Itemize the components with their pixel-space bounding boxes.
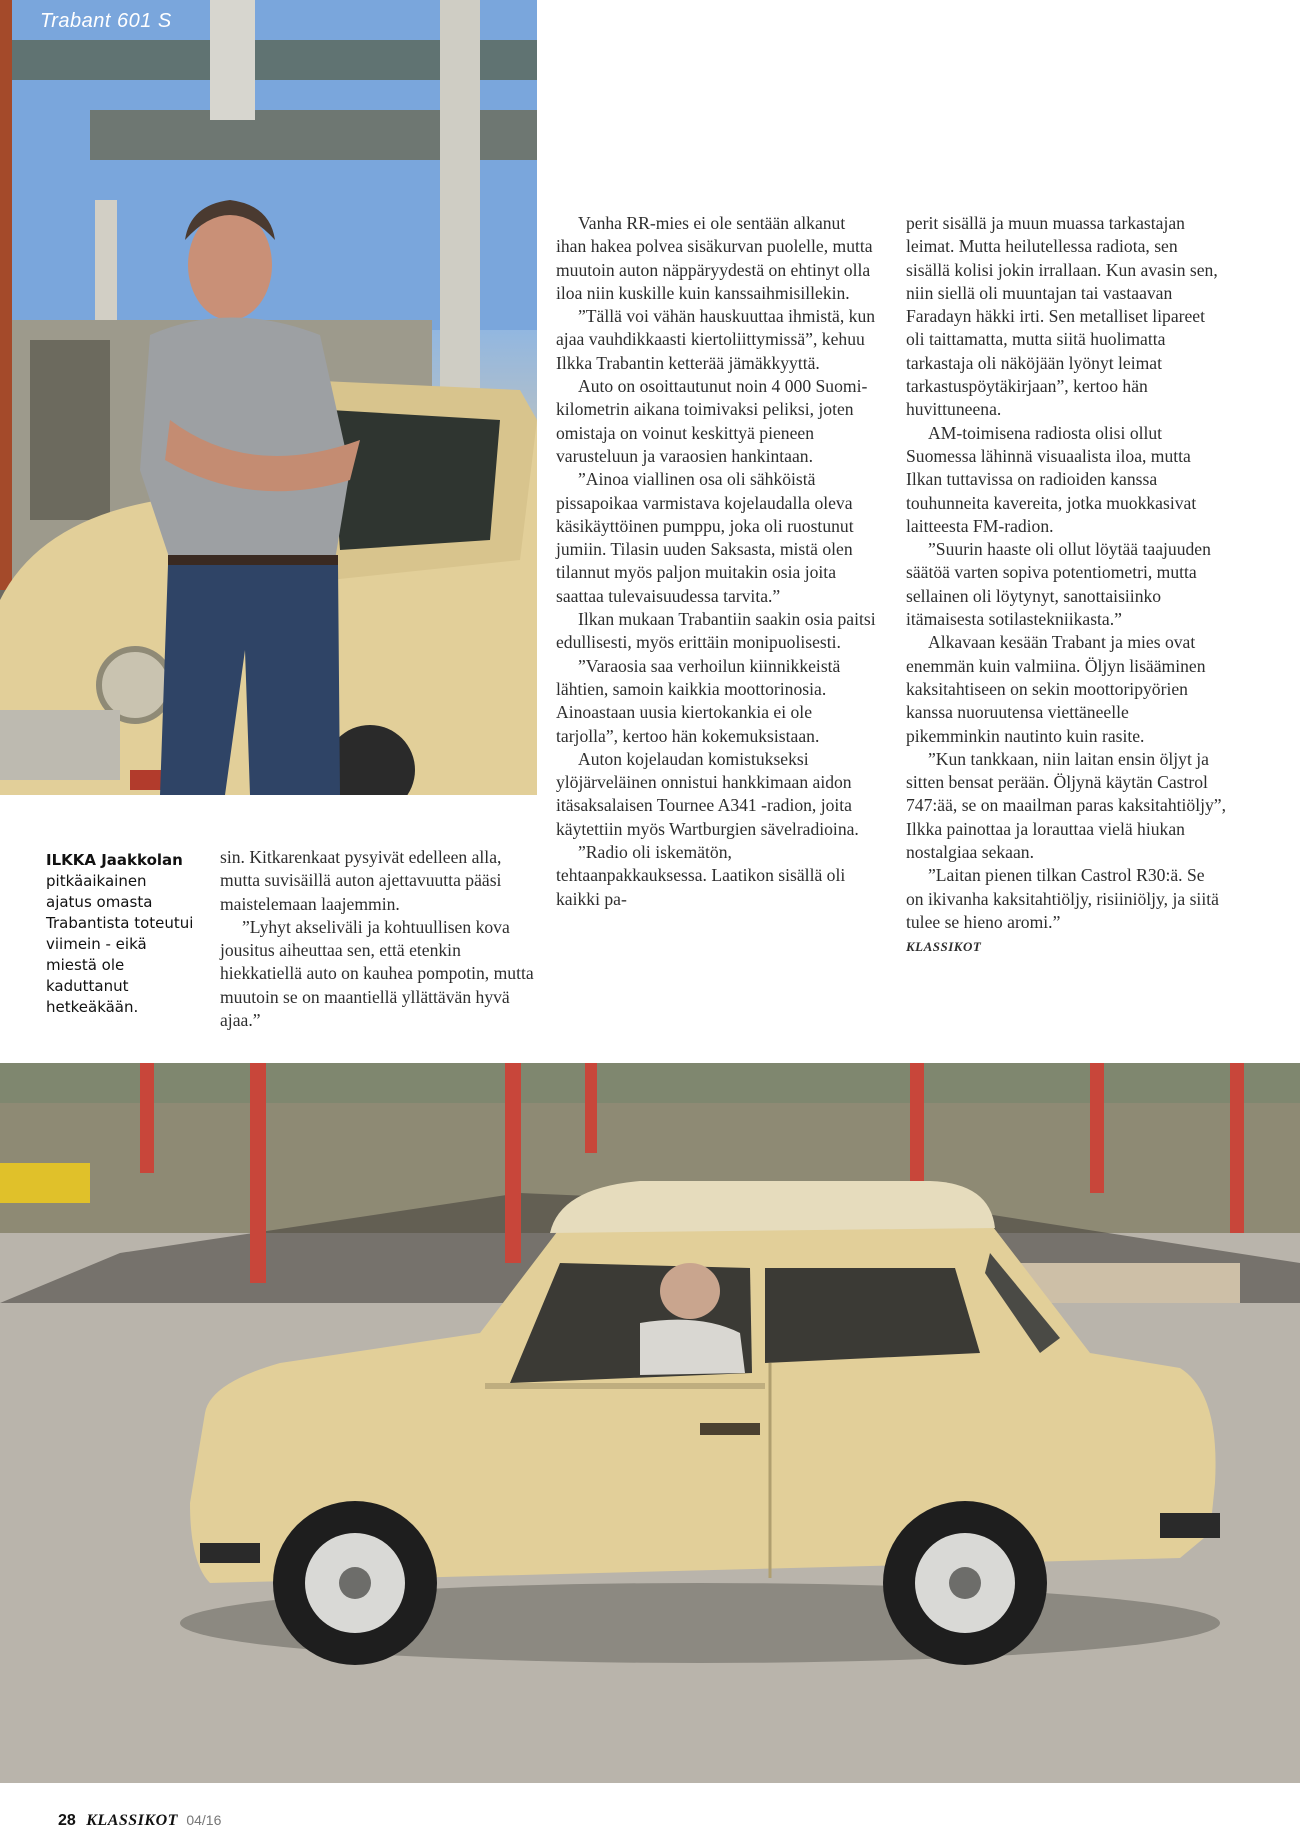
- paragraph: ”Kun tankkaan, niin laitan ensin öljyt ja sitten bensat perään. Öljynä käytän Castrol 747:ää, se on maailman paras kaksitahtiöljy”, Ilkka painottaa ja lorauttaa vielä hiukan nostalgiaa sekaan.: [906, 748, 1227, 863]
- paragraph: Alkavaan kesään Trabant ja mies ovat enemmän kuin valmiina. Öljyn lisääminen kaksitahtiseen on sekin moottoripyörien kanssa nuoruutensa viettäneelle pikemminkin nautinto kuin rasite.: [906, 632, 1206, 746]
- photo-trabant-driving: [0, 1063, 1300, 1783]
- paragraph: sin. Kitkarenkaat pysyivät edelleen alla, mutta suvisäillä auton ajettavuutta pääsi maistelemaan laajemmin.: [220, 847, 502, 914]
- paragraph: Auto on osoittautunut noin 4 000 Suomi-kilometrin aikana toimivaksi peliksi, joten omistaja on voinut keskittyä pieneen varusteluun ja varaosien hankintaan.: [556, 376, 868, 466]
- page-footer: [58, 1812, 221, 1830]
- paragraph: ”Radio oli iskemätön, tehtaanpakkauksessa. Laatikon sisällä oli kaikki pa-: [556, 842, 846, 909]
- page-number: 28: [58, 1812, 76, 1829]
- photo-top-illustration: [0, 0, 537, 795]
- photo-caption: [46, 850, 196, 1018]
- paragraph: perit sisällä ja muun muassa tarkastajan leimat. Mutta heilutellessa radiota, sen sisällä kolisi jokin irrallaan. Kun avasin sen, niin siellä oli muuntajan tai vastaavan Faradayn häkki irti. Sen metalliset lipareet oli taittamatta, mutta siitä huolimatta tarkastaja oli näköjään lyönyt leimat tarkastuspöytäkirjaan”, kertoo hän huvittuneena.: [906, 213, 1218, 420]
- paragraph: ”Lyhyt akseliväli ja kohtuullisen kova jousitus aiheuttaa sen, että etenkin hiekkatiellä auto on kauhea pompotin, mutta muutoin se on maantiellä yllättävän hyvä ajaa.”: [220, 916, 534, 1031]
- paragraph: ”Tällä voi vähän hauskuuttaa ihmistä, kun ajaa vauhdikkaasti kiertoliittymissä”, kehuu Ilkka Trabantin ketterää jämäkkyyttä.: [556, 306, 876, 373]
- article-end-mark: KLASSIKOT: [906, 939, 982, 955]
- paragraph: AM-toimisena radiosta olisi ollut Suomessa lähinnä visuaalista iloa, mutta Ilkan tuttavissa on radioiden kanssa touhunneita kavereita, jotka muokkasivat laitteesta FM-radion.: [906, 422, 1197, 536]
- paragraph: Vanha RR-mies ei ole sentään alkanut ihan hakea polvea sisäkurvan puolelle, mutta muutoin auton näppäryydestä on ehtinyt olla iloa niin kuskille kuin kanssaihmisillekin.: [556, 213, 873, 303]
- paragraph: ”Suurin haaste oli ollut löytää taajuuden säätöä varten sopiva potentiometri, mutta sellainen oli löytynyt, sanottaisiinko itämaisesta sotilastekniikasta.”: [906, 539, 1211, 630]
- caption-text: pitkäaikainen ajatus omasta Trabantista toteutui viimein - eikä miestä ole kaduttanut hetkeäkään.: [46, 872, 194, 1016]
- paragraph: Auton kojelaudan komistukseksi ylöjärveläinen onnistui hankkimaan aidon itäsaksalaisen Tournee A341 -radion, joita käytettiin myös Wartburgien sävelradioina.: [556, 748, 859, 839]
- text-column-b: [556, 212, 878, 911]
- paragraph: ”Laitan pienen tilkan Castrol R30:ä. Se on ikivanha kaksitahtiöljy, risiiniöljy, ja siitä tulee se hieno aromi.”: [906, 865, 1219, 932]
- paragraph: ”Ainoa viallinen osa oli sähköistä pissapoikaa varmistava kojelaudalla oleva käsikäyttöinen pumppu, joka oli ruostunut jumiin. Tilasin uuden Saksasta, mistä olen tilannut myös paljon muitakin osia joita saattaa tulevaisuudessa tarvita.”: [556, 469, 854, 606]
- photo-label: Trabant 601 S: [40, 10, 172, 32]
- text-column-a: [220, 846, 540, 1032]
- issue-number: 04/16: [186, 1812, 222, 1828]
- caption-lead: ILKKA Jaakkolan: [46, 851, 183, 869]
- magazine-name: KLASSIKOT: [86, 1812, 178, 1829]
- text-column-c: [906, 212, 1226, 959]
- paragraph: Ilkan mukaan Trabantiin saakin osia paitsi edullisesti, myös erittäin monipuolisesti.: [556, 609, 876, 653]
- photo-man-with-trabant: [0, 0, 537, 795]
- photo-bottom-illustration: [0, 1063, 1300, 1783]
- paragraph: ”Varaosia saa verhoilun kiinnikkeistä lähtien, samoin kaikkia moottorinosia. Ainoastaan uusia kiertokankia ei ole tarjolla”, kertoo hän kokemuksistaan.: [556, 655, 841, 746]
